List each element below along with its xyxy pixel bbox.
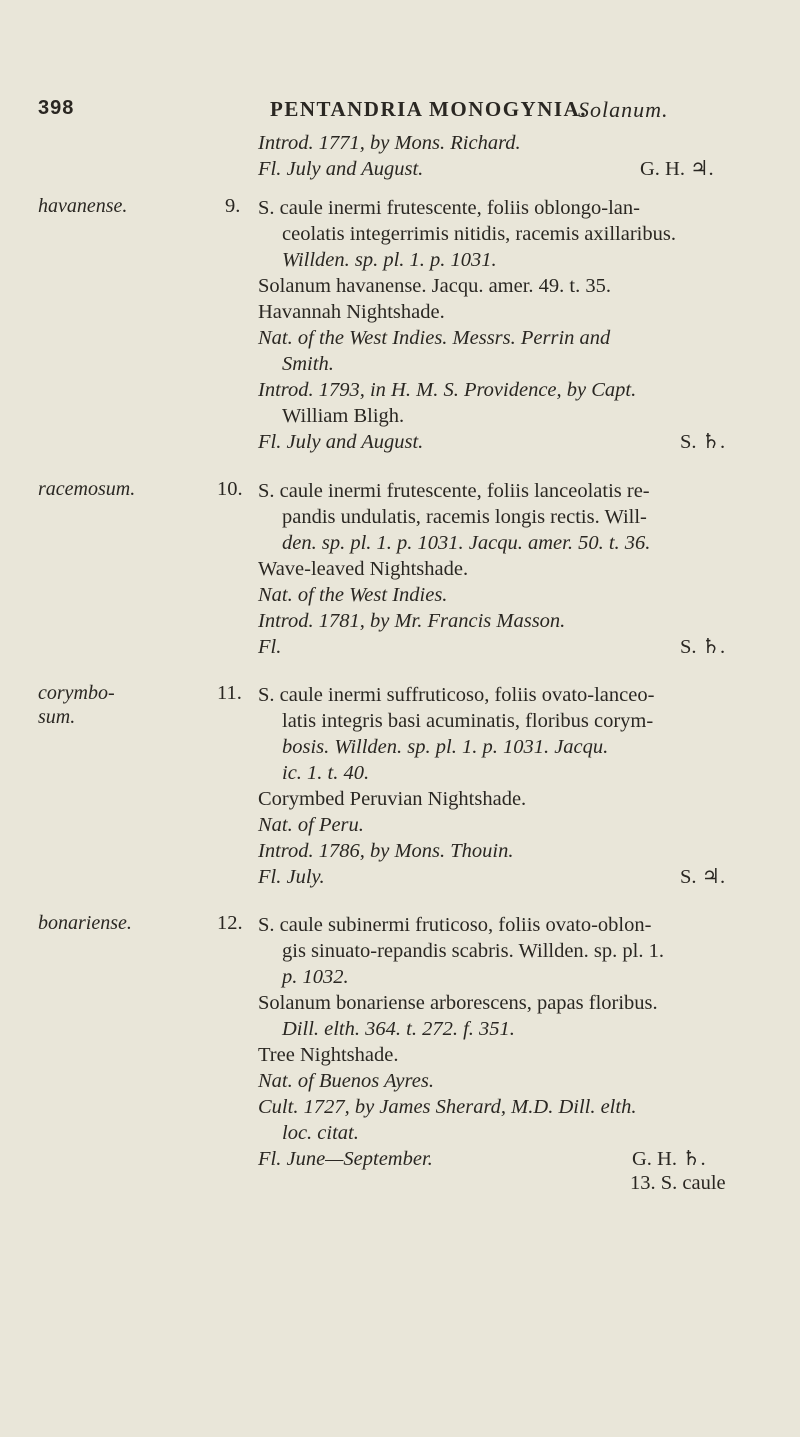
entry-line: Havannah Nightshade. [258,301,445,323]
entry-line: bosis. Willden. sp. pl. 1. p. 1031. Jacqu. [282,736,609,758]
intro-line: Fl. July and August. [258,158,424,180]
entry-line: Fl. [258,636,282,658]
entry-line: Fl. June—September. [258,1148,433,1170]
habitat-symbol: S. ♄. [680,431,726,453]
entry-line: Solanum havanense. Jacqu. amer. 49. t. 35. [258,275,611,297]
entry-line: Nat. of the West Indies. [258,584,448,606]
species-name-continued: sum. [38,706,76,728]
intro-line: Introd. 1771, by Mons. Richard. [258,132,521,154]
entry-line: den. sp. pl. 1. p. 1031. Jacqu. amer. 50. t. 36. [282,532,651,554]
entry-line: pandis undulatis, racemis longis rectis. Will- [282,506,647,528]
page-number: 398 [38,97,75,119]
entry-line: S. caule inermi frutescente, foliis lanceolatis re- [258,480,650,502]
entry-line: Nat. of Peru. [258,814,364,836]
entry-line: S. caule inermi frutescente, foliis oblongo-lan- [258,197,640,219]
entry-line: Introd. 1781, by Mr. Francis Masson. [258,610,566,632]
entry-line: Nat. of Buenos Ayres. [258,1070,434,1092]
entry-line: Cult. 1727, by James Sherard, M.D. Dill. elth. [258,1096,637,1118]
entry-line: gis sinuato-repandis scabris. Willden. sp. pl. 1. [282,940,664,962]
entry-line: Fl. July. [258,866,325,888]
entry-line: Dill. elth. 364. t. 272. f. 351. [282,1018,515,1040]
entry-line: Introd. 1793, in H. M. S. Providence, by Capt. [258,379,637,401]
entry-line: Smith. [282,353,334,375]
running-title: PENTANDRIA MONOGYNIA. [270,97,587,121]
catchword: 13. S. caule [630,1172,726,1194]
entry-number: 10. [217,478,243,500]
entry-line: Tree Nightshade. [258,1044,399,1066]
entry-line: Solanum bonariense arborescens, papas floribus. [258,992,658,1014]
entry-line: S. caule inermi suffruticoso, foliis ovato-lanceo- [258,684,655,706]
entry-line: p. 1032. [282,966,349,988]
habitat-symbol: G. H. ♃. [640,158,714,180]
entry-number: 12. [217,912,243,934]
species-name: bonariense. [38,912,132,934]
species-name: corymbo- [38,682,115,704]
genus-heading: Solanum. [578,97,669,122]
entry-number: 11. [217,682,242,704]
entry-line: Introd. 1786, by Mons. Thouin. [258,840,514,862]
entry-number: 9. [225,195,241,217]
entry-line: latis integris basi acuminatis, floribus corym- [282,710,654,732]
entry-line: Nat. of the West Indies. Messrs. Perrin and [258,327,611,349]
entry-line: William Bligh. [282,405,405,427]
habitat-symbol: G. H. ♄. [632,1148,706,1170]
species-name: havanense. [38,195,128,217]
habitat-symbol: S. ♄. [680,636,726,658]
habitat-symbol: S. ♃. [680,866,726,888]
entry-line: Wave-leaved Nightshade. [258,558,469,580]
entry-line: Corymbed Peruvian Nightshade. [258,788,527,810]
entry-line: Fl. July and August. [258,431,424,453]
entry-line: ic. 1. t. 40. [282,762,370,784]
species-name: racemosum. [38,478,136,500]
entry-line: S. caule subinermi fruticoso, foliis ovato-oblon- [258,914,652,936]
entry-line: ceolatis integerrimis nitidis, racemis axillaribus. [282,223,676,245]
entry-line: Willden. sp. pl. 1. p. 1031. [282,249,497,271]
entry-line: loc. citat. [282,1122,359,1144]
